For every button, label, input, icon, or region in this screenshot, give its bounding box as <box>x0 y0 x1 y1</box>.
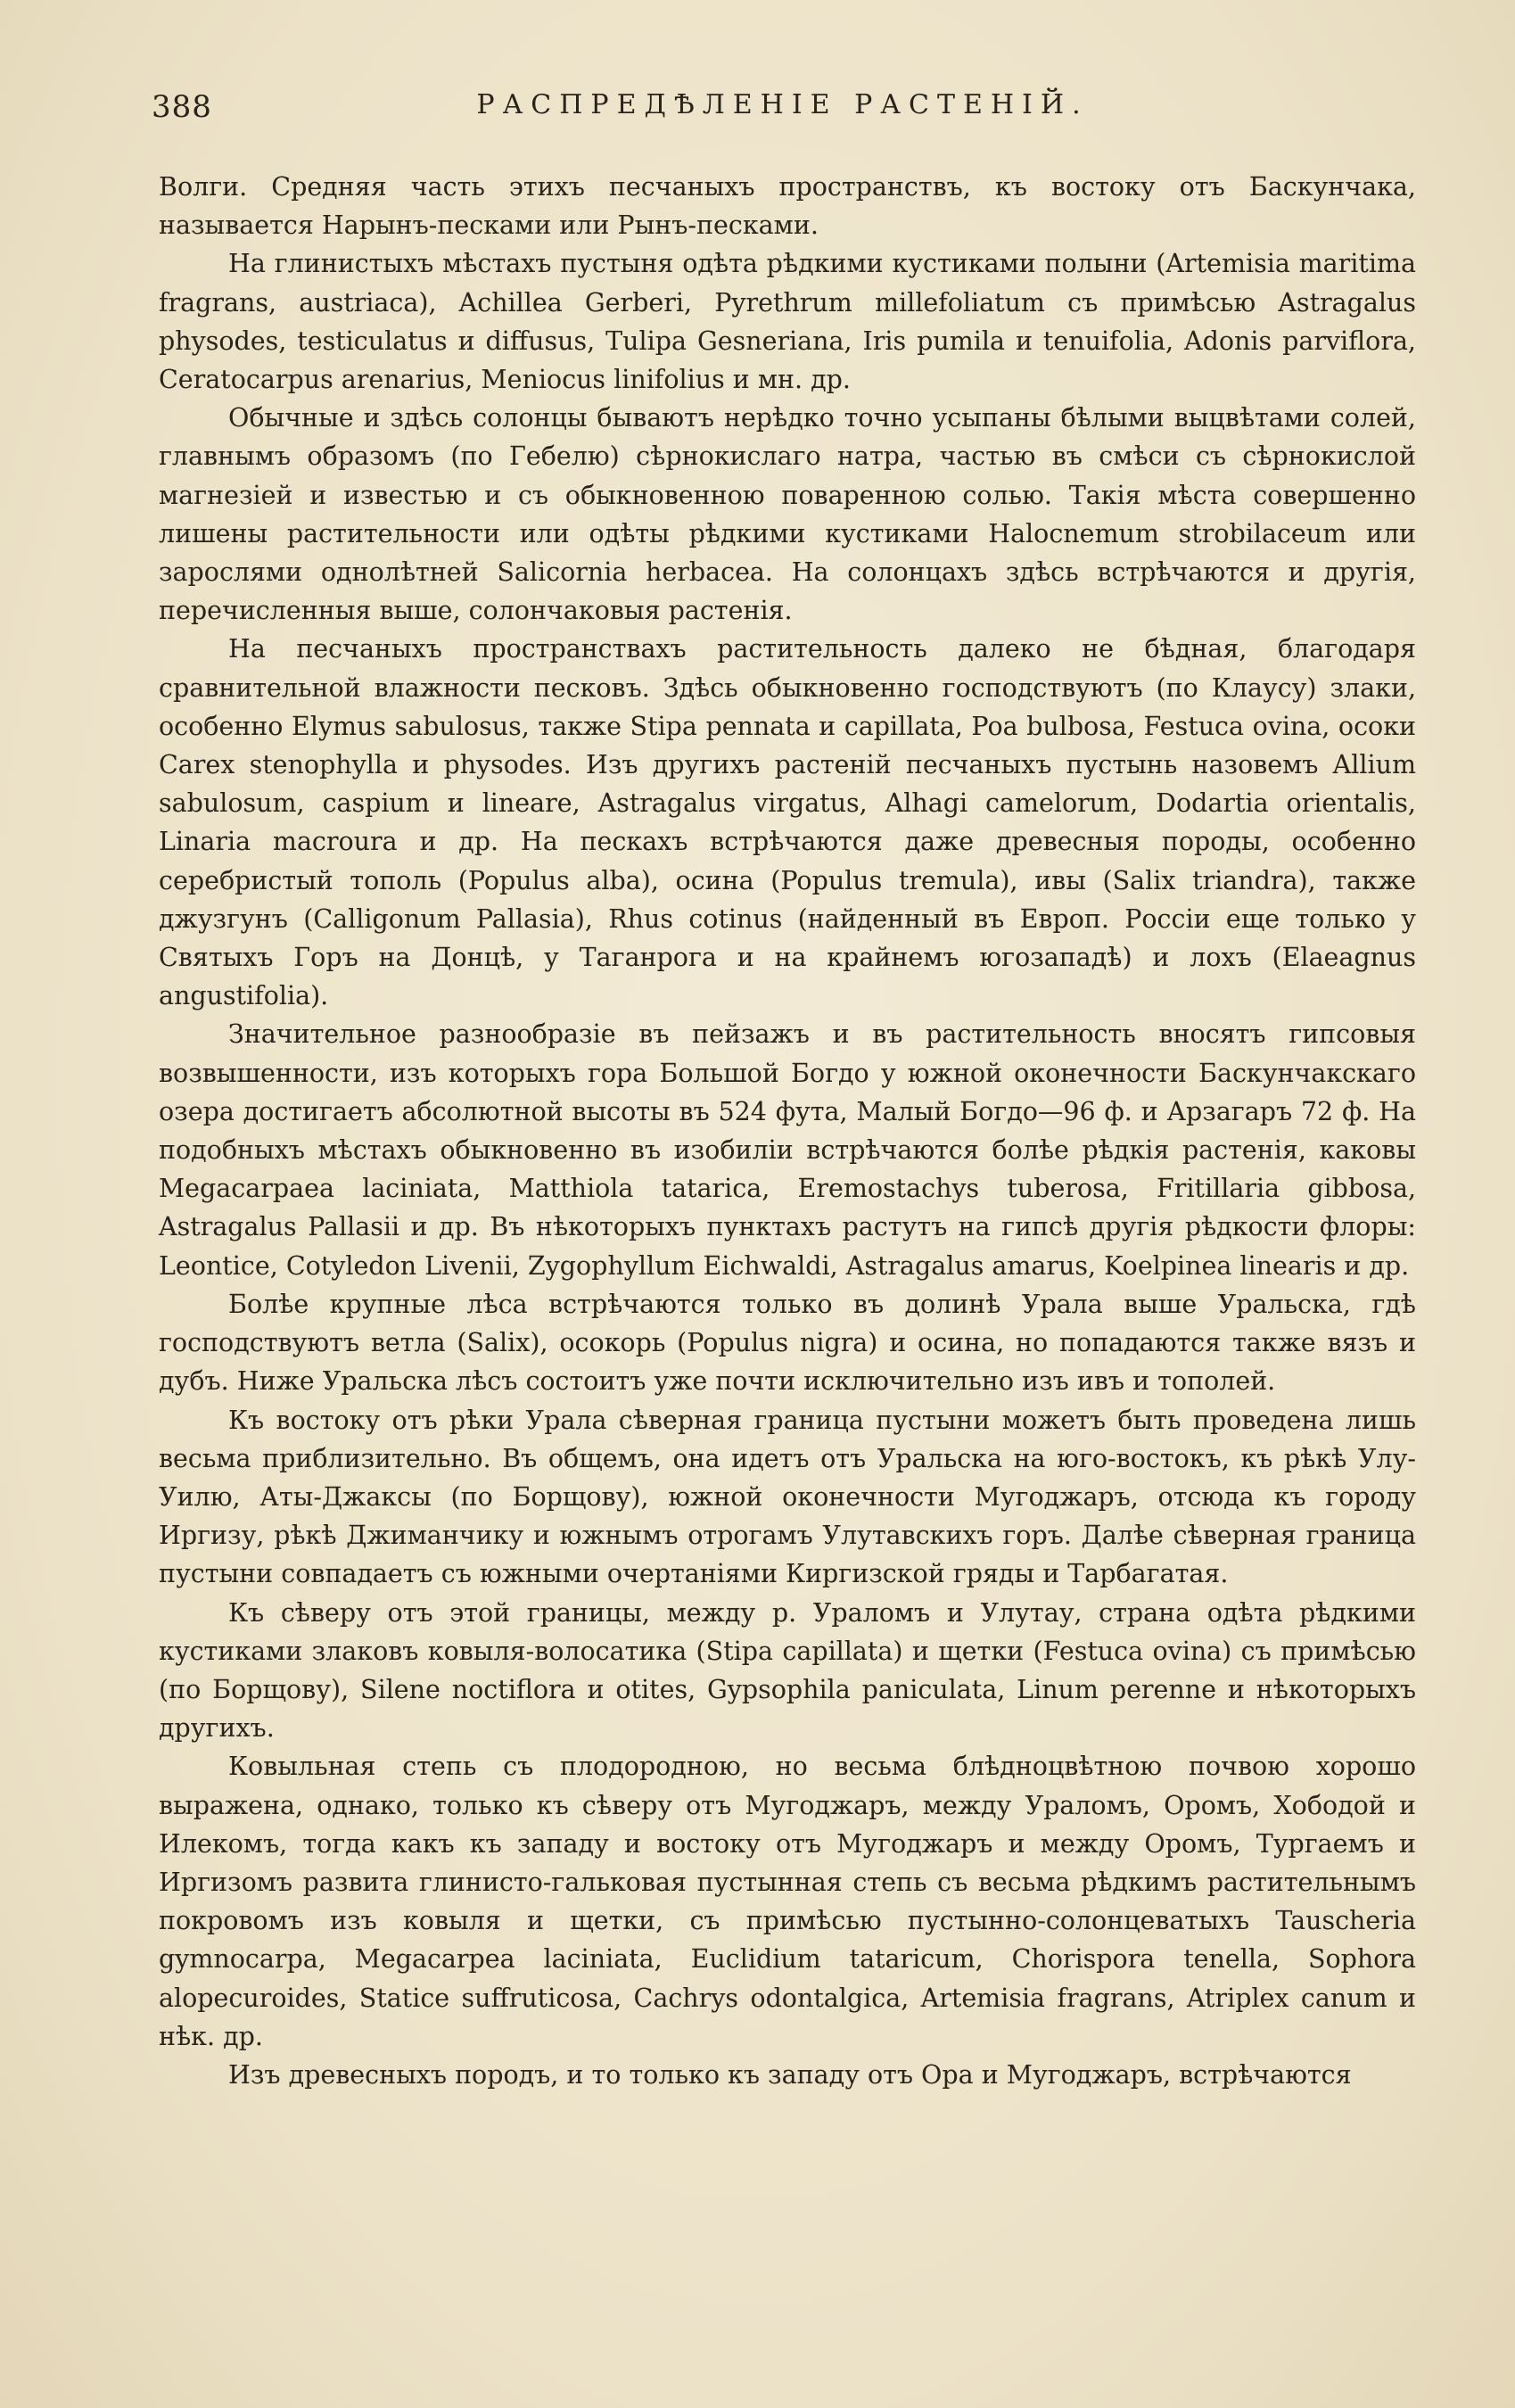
paragraph: Къ сѣверу отъ этой границы, между р. Ураломъ и Улутау, страна одѣта рѣдкими кустиками злаковъ ковыля-волосатика (Stipa capillata) и щетки (Festuca ovina) съ примѣсью (по Борщову), Silene noctiflora и otites, Gypsophila paniculata, Linum perenne и нѣкоторыхъ другихъ. <box>159 1597 1416 1744</box>
paragraph: Къ востоку отъ рѣки Урала сѣверная граница пустыни можетъ быть проведена лишь весьма приблизительно. Въ общемъ, она идетъ отъ Уральска на юго-востокъ, къ рѣкѣ Улу-Уилю, Аты-Джаксы (по Борщову), южной оконечности Мугоджаръ, отсюда къ городу Иргизу, рѣкѣ Джиманчику и южнымъ отрогамъ Улутавскихъ горъ. Далѣе сѣверная граница пустыни совпадаетъ съ южными очертаніями Киргизской гряды и Тарбагатая. <box>159 1405 1416 1589</box>
page-number: 388 <box>152 89 212 125</box>
running-title: РАСПРЕДѢЛЕНІЕ РАСТЕНІЙ. <box>476 89 1089 120</box>
paragraph: Волги. Средняя часть этихъ песчаныхъ пространствъ, къ востоку отъ Баскунчака, называется Нарынъ-песками или Рынъ-песками. <box>159 172 1416 241</box>
paragraph: На глинистыхъ мѣстахъ пустыня одѣта рѣдкими кустиками полыни (Artemisia maritima fragrans, austriaca), Achillea Gerberi, Pyrethrum millefoliatum съ примѣсью Astragalus physodes, testiculatus и diffusus, Tulipa Gesneriana, Iris pumila и tenuifolia, Adonis parviflora, Ceratocarpus arenarius, Meniocus linifolius и мн. др. <box>159 249 1416 395</box>
page-header <box>152 89 1413 143</box>
paragraph: Обычные и здѣсь солонцы бываютъ нерѣдко точно усыпаны бѣлыми выцвѣтами солей, главнымъ образомъ (по Гебелю) сѣрнокислаго натра, частью въ смѣси съ сѣрнокислой магнезіей и известью и съ обыкновенною поваренною солью. Такія мѣста совершенно лишены растительности или одѣты рѣдкими кустиками Halocnemum strobilaceum или зарослями однолѣтней Salicornia herbacea. На солонцахъ здѣсь встрѣчаются и другія, перечисленныя выше, солончаковыя растенія. <box>159 403 1416 626</box>
paragraph: На песчаныхъ пространствахъ растительность далеко не бѣдная, благодаря сравнительной влажности песковъ. Здѣсь обыкновенно господствуютъ (по Клаусу) злаки, особенно Elymus sabulosus, также Stipa pennata и capillata, Poa bulbosa, Festuca ovina, осоки Carex stenophylla и physodes. Изъ другихъ растеній песчаныхъ пустынь назовемъ Allium sabulosum, caspium и lineare, Astragalus virgatus, Alhagi camelorum, Dodartia orientalis, Linaria macroura и др. На пескахъ встрѣчаются даже древесныя породы, особенно серебристый тополь (Populus alba), осина (Populus tremula), ивы (Salix triandra), также джузгунъ (Calligonum Pallasia), Rhus cotinus (найденный въ Европ. Россіи еще только у Святыхъ Горъ на Донцѣ, у Таганрога и на крайнемъ югозападѣ) и лохъ (Elaeagnus angustifolia). <box>159 634 1416 1011</box>
paragraph: Болѣе крупные лѣса встрѣчаются только въ долинѣ Урала выше Уральска, гдѣ господствуютъ ветла (Salix), осокорь (Populus nigra) и осина, но попадаются также вязъ и дубъ. Ниже Уральска лѣсъ состоитъ уже почти исключительно изъ ивъ и тополей. <box>159 1289 1416 1397</box>
body-text <box>159 168 1416 2094</box>
paragraph: Значительное разнообразіе въ пейзажъ и въ растительность вносятъ гипсовыя возвышенности, изъ которыхъ гора Большой Богдо у южной оконечности Баскунчакскаго озера достигаетъ абсолютной высоты въ 524 фута, Малый Богдо—96 ф. и Арзагаръ 72 ф. На подобныхъ мѣстахъ обыкновенно въ изобиліи встрѣчаются болѣе рѣдкія растенія, каковы Megacarpaea laciniata, Matthiola tatarica, Eremostachys tuberosa, Fritillaria gibbosa, Astragalus Pallasii и др. Въ нѣкоторыхъ пунктахъ растутъ на гипсѣ другія рѣдкости флоры: Leontice, Cotyledon Livenii, Zygophyllum Eichwaldi, Astragalus amarus, Koelpinea linearis и др. <box>159 1019 1416 1281</box>
paragraph: Изъ древесныхъ породъ, и то только къ западу отъ Ора и Мугоджаръ, встрѣчаются <box>228 2059 1352 2090</box>
paragraph: Ковыльная степь съ плодородною, но весьма блѣдноцвѣтною почвою хорошо выражена, однако, только къ сѣверу отъ Мугоджаръ, между Ураломъ, Оромъ, Хободой и Илекомъ, тогда какъ къ западу и востоку отъ Мугоджаръ и между Оромъ, Тургаемъ и Иргизомъ развита глинисто-гальковая пустынная степь съ весьма рѣдкимъ растительнымъ покровомъ изъ ковыля и щетки, съ примѣсью пустынно-солонцеватыхъ Tauscheria gymnocarpa, Megacarpea laciniata, Euclidium tataricum, Chorispora tenella, Sophora alopecuroides, Statice suffruticosa, Cachrys odontalgica, Artemisia fragrans, Atriplex canum и нѣк. др. <box>159 1752 1416 2051</box>
